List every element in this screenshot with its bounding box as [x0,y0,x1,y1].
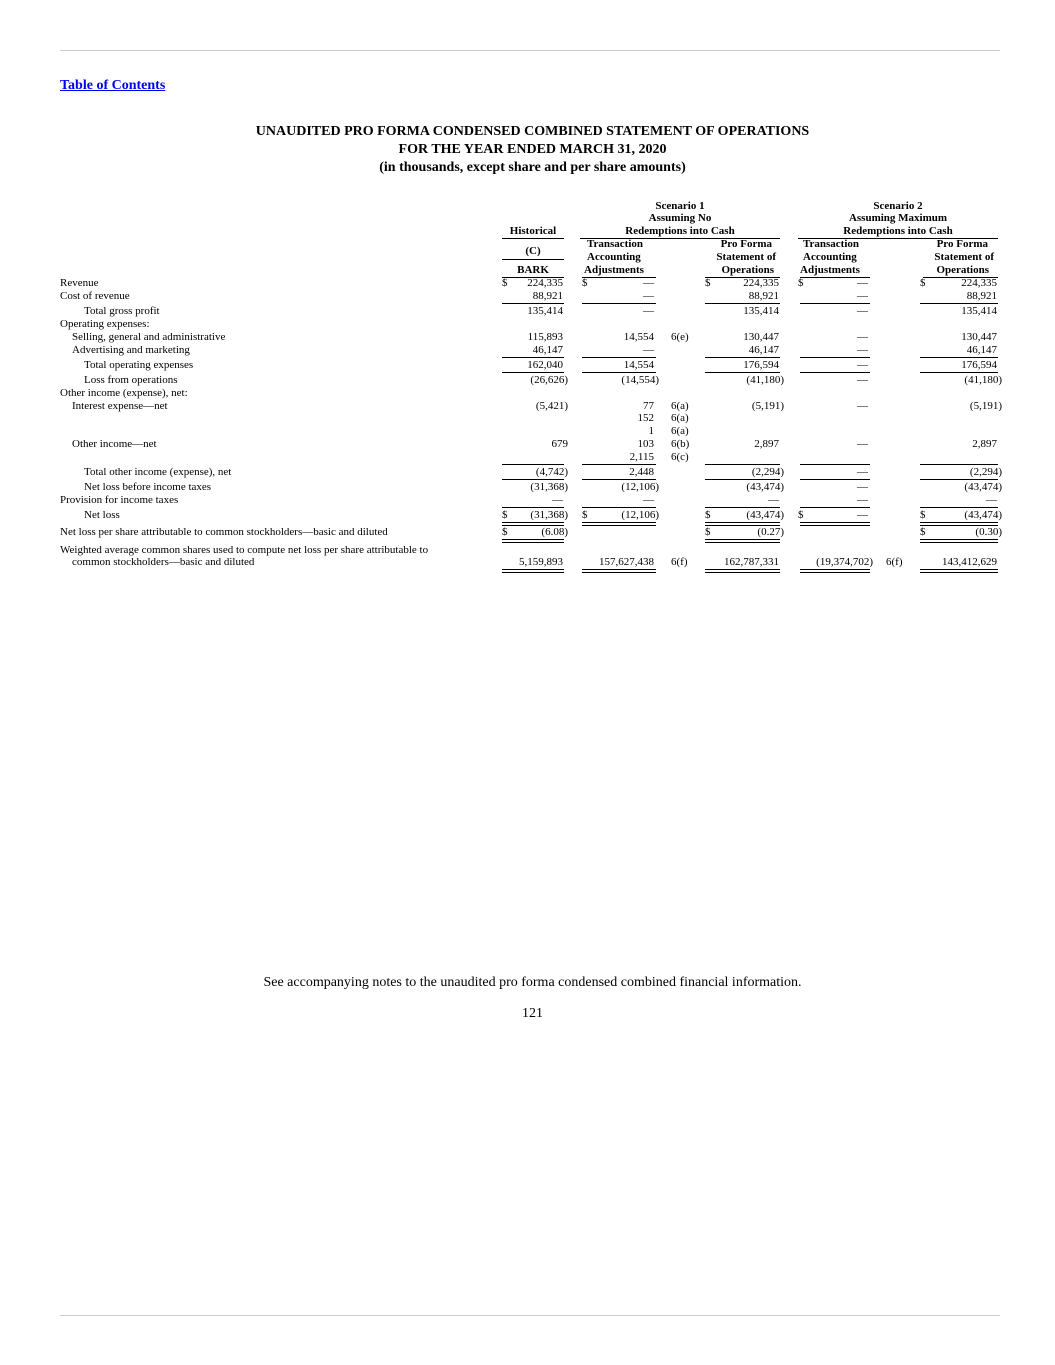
row-label-tax: Provision for income taxes [60,494,179,506]
value-gross-adj1: — [643,305,654,317]
value-loss-ops-pf1: (41,180) [746,374,784,386]
row-label-net-loss: Net loss [84,509,120,521]
value-sga-pf1: 130,447 [743,331,779,343]
s1-pf-header-3: Operations [721,264,774,276]
value-revenue-adj1: — [643,277,654,289]
value-sga-adj1: 14,554 [623,331,654,343]
currency-symbol: $ [502,526,508,538]
scenario1-header-1: Scenario 1 [655,200,705,212]
value-total-opex-adj1: 14,554 [623,359,654,371]
value-net-loss-pf2: (43,474) [964,509,1002,521]
value-other-income-adj1-a: 103 [637,438,654,450]
value-interest-adj2: — [857,400,868,412]
value-adv-adj2: — [857,344,868,356]
value-other-income-adj1-b: 2,115 [629,451,654,463]
value-shares-adj2: (19,374,702) [816,556,873,568]
value-pretax-pf1: (43,474) [746,481,784,493]
row-label-total-other: Total other income (expense), net [84,466,232,478]
currency-symbol: $ [920,509,926,521]
row-label-pretax: Net loss before income taxes [84,481,212,493]
value-interest-bark: (5,421) [535,400,568,412]
value-tax-pf1: — [768,494,779,506]
value-net-loss-bark: (31,368) [530,509,568,521]
value-eps-pf1: (0.27) [757,526,784,538]
currency-symbol: $ [798,509,804,521]
note-interest-a: 6(a) [671,400,689,412]
value-net-loss-adj1: (12,106) [621,509,659,521]
row-label-advertising: Advertising and marketing [72,344,190,356]
value-loss-ops-pf2: (41,180) [964,374,1002,386]
s1-adj-header-3: Adjustments [584,264,644,276]
historical-header: Historical [509,225,557,237]
value-total-opex-pf1: 176,594 [743,359,779,371]
value-net-loss-pf1: (43,474) [746,509,784,521]
currency-symbol: $ [798,277,804,289]
value-other-income-pf1: 2,897 [754,438,779,450]
table-of-contents-link[interactable]: Table of Contents [60,78,166,93]
note-other-income-b: 6(c) [671,451,689,463]
note-other-income-a: 6(b) [671,438,690,450]
s1-pf-header-1: Pro Forma [720,238,772,250]
value-cost-adj1: — [643,290,654,302]
row-label-cost-of-revenue: Cost of revenue [60,290,130,302]
value-revenue-bark: 224,335 [527,277,563,289]
value-interest-pf2: (5,191) [969,400,1002,412]
value-loss-ops-bark: (26,626) [530,374,568,386]
row-label-opex-header: Operating expenses: [60,318,150,330]
value-revenue-pf2: 224,335 [961,277,997,289]
value-tax-bark: — [552,494,563,506]
scenario2-header-2: Assuming Maximum [848,212,948,224]
value-shares-pf2: 143,412,629 [942,556,997,568]
value-interest-pf1: (5,191) [751,400,784,412]
value-tax-adj1: — [643,494,654,506]
s2-pf-header-1: Pro Forma [936,238,988,250]
historical-note-c: (C) [525,245,541,257]
currency-symbol: $ [705,277,711,289]
value-total-opex-bark: 162,040 [527,359,563,371]
currency-symbol: $ [920,277,926,289]
row-label-shares-line-1: Weighted average common shares used to compute net loss per share attributable to [60,544,429,556]
value-cost-bark: 88,921 [532,290,563,302]
s2-pf-header-3: Operations [936,264,989,276]
value-total-opex-adj2: — [857,359,868,371]
value-eps-bark: (6.08) [541,526,568,538]
s2-pf-header-2: Statement of [934,251,994,263]
currency-symbol: $ [705,526,711,538]
value-gross-adj2: — [857,305,868,317]
s1-pf-header-2: Statement of [716,251,776,263]
value-sga-bark: 115,893 [527,331,563,343]
value-loss-ops-adj1: (14,554) [621,374,659,386]
value-interest-adj1-a: 77 [643,400,654,412]
value-adv-adj1: — [643,344,654,356]
value-pretax-adj1: (12,106) [621,481,659,493]
row-label-loss-operations: Loss from operations [84,374,178,386]
statement-title-line-1: UNAUDITED PRO FORMA CONDENSED COMBINED STATEMENT OF OPERATIONS [255,124,810,139]
value-adv-pf1: 46,147 [748,344,779,356]
row-label-shares-line-2: common stockholders—basic and diluted [72,556,255,568]
value-gross-bark: 135,414 [527,305,563,317]
value-revenue-adj2: — [857,277,868,289]
note-interest-b: 6(a) [671,412,689,424]
row-label-other-income: Other income—net [72,438,157,450]
scenario1-header-3: Redemptions into Cash [625,225,735,237]
currency-symbol: $ [502,277,508,289]
value-adv-pf2: 46,147 [966,344,997,356]
value-interest-adj1-c: 1 [648,425,654,437]
note-sga: 6(e) [671,331,689,343]
s1-adj-header-2: Accounting [587,251,641,263]
value-pretax-adj2: — [857,481,868,493]
value-adv-bark: 46,147 [532,344,563,356]
value-revenue-pf1: 224,335 [743,277,779,289]
currency-symbol: $ [582,277,588,289]
value-other-income-pf2: 2,897 [972,438,997,450]
historical-bark: BARK [517,264,549,276]
bottom-rule [60,1315,1000,1316]
value-interest-adj1-b: 152 [637,412,654,424]
s2-adj-header-2: Accounting [803,251,857,263]
value-pretax-pf2: (43,474) [964,481,1002,493]
value-sga-pf2: 130,447 [961,331,997,343]
s2-adj-header-1: Transaction [803,238,860,250]
value-cost-pf2: 88,921 [966,290,997,302]
value-gross-pf2: 135,414 [961,305,997,317]
value-total-other-adj1: 2,448 [629,466,654,478]
value-sga-adj2: — [857,331,868,343]
value-cost-pf1: 88,921 [748,290,779,302]
value-gross-pf1: 135,414 [743,305,779,317]
value-total-opex-pf2: 176,594 [961,359,997,371]
row-label-other-header: Other income (expense), net: [60,387,188,399]
row-label-revenue: Revenue [60,277,99,289]
row-label-sga: Selling, general and administrative [72,331,226,343]
row-label-gross-profit: Total gross profit [84,305,160,317]
note-shares-2: 6(f) [886,556,903,568]
note-shares-1: 6(f) [671,556,688,568]
currency-symbol: $ [705,509,711,521]
value-shares-bark: 5,159,893 [519,556,563,568]
currency-symbol: $ [502,509,508,521]
value-cost-adj2: — [857,290,868,302]
value-other-income-adj2: — [857,438,868,450]
statement-title-line-3: (in thousands, except share and per share amounts) [379,160,686,175]
value-total-other-adj2: — [857,466,868,478]
currency-symbol: $ [582,509,588,521]
value-tax-pf2: — [986,494,997,506]
financial-statement-table [60,200,1005,580]
scenario1-header-2: Assuming No [648,212,712,224]
value-total-other-pf2: (2,294) [969,466,1002,478]
top-rule [60,50,1000,51]
value-net-loss-adj2: — [857,509,868,521]
row-label-eps: Net loss per share attributable to common stockholders—basic and diluted [60,526,388,538]
value-tax-adj2: — [857,494,868,506]
value-shares-adj1: 157,627,438 [599,556,654,568]
statement-title-line-2: FOR THE YEAR ENDED MARCH 31, 2020 [398,142,667,157]
currency-symbol: $ [920,526,926,538]
value-loss-ops-adj2: — [857,374,868,386]
value-pretax-bark: (31,368) [530,481,568,493]
row-label-total-opex: Total operating expenses [84,359,194,371]
scenario2-header-1: Scenario 2 [873,200,923,212]
s2-adj-header-3: Adjustments [800,264,860,276]
note-interest-c: 6(a) [671,425,689,437]
value-other-income-bark: 679 [551,438,568,450]
s1-adj-header-1: Transaction [587,238,644,250]
footnote: See accompanying notes to the unaudited pro forma condensed combined financial information. [263,975,802,990]
value-total-other-bark: (4,742) [535,466,568,478]
value-eps-pf2: (0.30) [975,526,1002,538]
scenario2-header-3: Redemptions into Cash [843,225,953,237]
value-shares-pf1: 162,787,331 [724,556,779,568]
row-label-interest: Interest expense—net [72,400,168,412]
page-number: 121 [522,1006,543,1021]
value-total-other-pf1: (2,294) [751,466,784,478]
